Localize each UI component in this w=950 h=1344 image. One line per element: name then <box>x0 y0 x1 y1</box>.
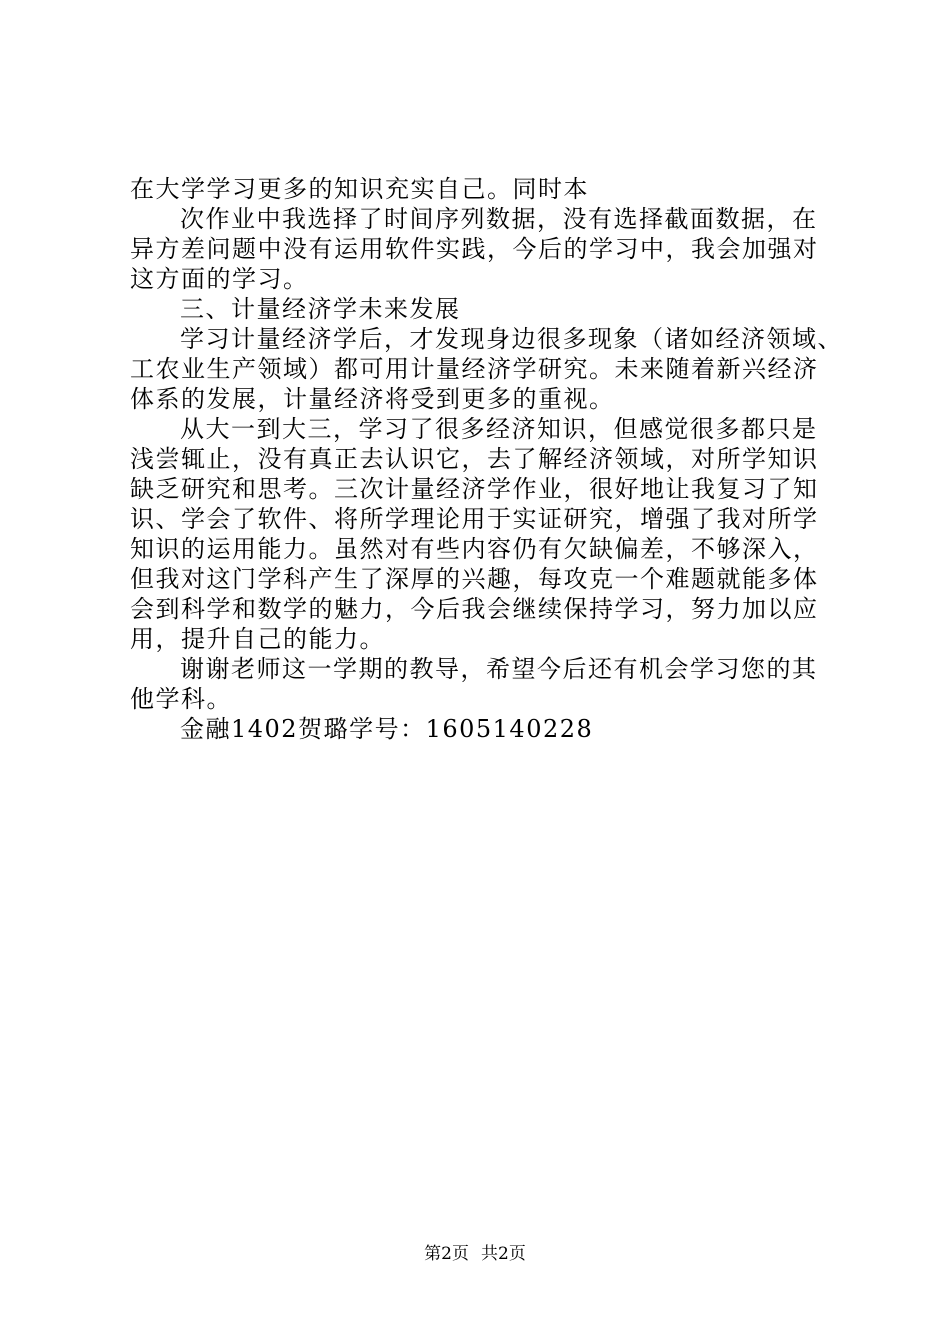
text-line: 知识的运用能力。虽然对有些内容仍有欠缺偏差，不够深入， <box>130 535 819 563</box>
text-line: 学习计量经济学后，才发现身边很多现象（诸如经济领域、 <box>180 325 843 353</box>
text-line: 识、学会了软件、将所学理论用于实证研究，增强了我对所学 <box>130 505 819 533</box>
text-line: 工农业生产领域）都可用计量经济学研究。未来随着新兴经济 <box>130 355 819 383</box>
page-number: 第2页 <box>424 1244 469 1264</box>
document-body <box>130 174 850 744</box>
text-line: 次作业中我选择了时间序列数据，没有选择截面数据，在 <box>180 205 818 233</box>
text-line: 异方差问题中没有运用软件实践，今后的学习中，我会加强对 <box>130 235 819 263</box>
page-total: 共2页 <box>481 1244 526 1264</box>
text-line: 他学科。 <box>130 685 232 713</box>
author-signature-line: 金融1402贺璐学号：1605140228 <box>180 715 594 743</box>
text-line: 浅尝辄止，没有真正去认识它，去了解经济领域，对所学知识 <box>130 445 819 473</box>
text-line: 体系的发展，计量经济将受到更多的重视。 <box>130 385 615 413</box>
text-line: 缺乏研究和思考。三次计量经济学作业，很好地让我复习了知 <box>130 475 819 503</box>
section-heading: 三、计量经济学未来发展 <box>180 295 461 323</box>
text-line: 但我对这门学科产生了深厚的兴趣，每攻克一个难题就能多体 <box>130 565 819 593</box>
page-footer <box>0 1242 950 1266</box>
text-line: 谢谢老师这一学期的教导，希望今后还有机会学习您的其 <box>180 655 818 683</box>
text-line: 这方面的学习。 <box>130 265 309 293</box>
text-line: 用，提升自己的能力。 <box>130 625 385 653</box>
text-line: 从大一到大三，学习了很多经济知识，但感觉很多都只是 <box>180 415 818 443</box>
text-line: 会到科学和数学的魅力，今后我会继续保持学习，努力加以应 <box>130 595 819 623</box>
text-line: 在大学学习更多的知识充实自己。同时本 <box>130 175 589 203</box>
